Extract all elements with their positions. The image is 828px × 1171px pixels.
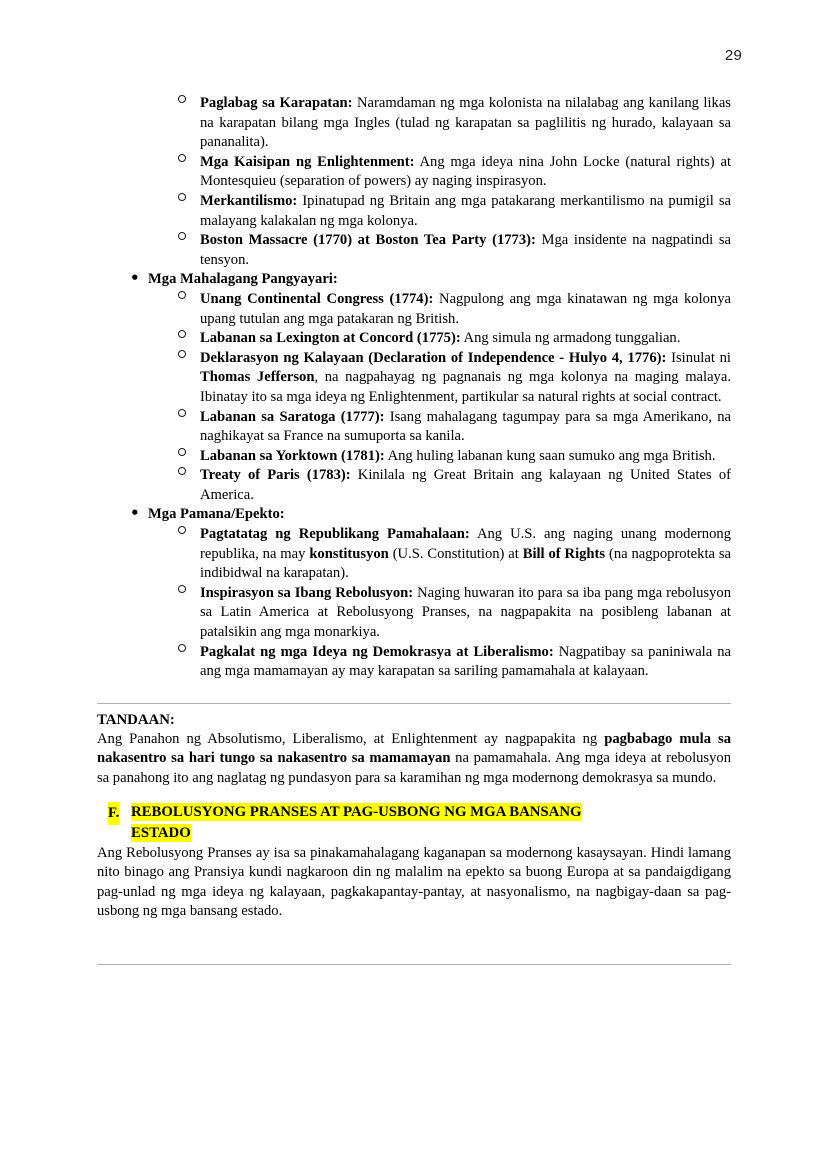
list-item-body: Ang simula ng armadong tunggalian. (460, 330, 681, 347)
section-f-paragraph: Ang Rebolusyong Pranses ay isa sa pinakamahalagang kaganapan sa modernong kasaysayan. Hindi lamang nito binago ang Pransiya kundi nagkaroon din ng malalim na epekto sa buong Europa at sa pandaigdigang pag-unlad ng mga ideya ng kalayaan, pagkakapantay-pantay, at nasyonalismo, na nagbigay-daan sa pag-usbong ng mga bansang estado. (97, 844, 731, 920)
section-letter: F. (108, 802, 119, 825)
list-item-title: Labanan sa Yorktown (1781): (200, 447, 385, 464)
circle-outline-icon (178, 232, 186, 240)
circle-outline-icon (178, 350, 186, 358)
list-item (97, 192, 731, 231)
list-item-body: Ang huling labanan kung saan sumuko ang mga British. (384, 447, 716, 464)
sublist-pangyayari (148, 290, 731, 506)
list-pangyayari (97, 270, 731, 505)
list-item (148, 349, 731, 408)
circle-outline-icon (178, 154, 186, 162)
list-item-body: Nagpatibay sa paniniwala na ang mga mamamayan ay may karapatan sa sariling pamamahala at kalayaan. (200, 643, 731, 680)
sublist-pamana (148, 525, 731, 682)
circle-outline-icon (178, 467, 186, 475)
list-item (148, 447, 731, 467)
list-item (148, 466, 731, 505)
list-item-title: Deklarasyon ng Kalayaan (Declaration of Independence - Hulyo 4, 1776): (200, 349, 667, 366)
list-item-title: Unang Continental Congress (1774): (200, 290, 434, 307)
list-item-bold-2: Bill of Rights (522, 545, 606, 562)
list-group-pamana (97, 505, 731, 681)
list-item-body: Mga insidente na nagpatindi sa tensyon. (200, 232, 732, 268)
list-pamana (97, 505, 731, 681)
list-item (148, 290, 731, 329)
horizontal-rule (97, 964, 731, 965)
tandaan-text-1: Ang Panahon ng Absolutismo, Liberalismo, at Enlightenment ay nagpapakita ng (97, 730, 605, 747)
list-item-bold-1: konstitusyon (309, 545, 389, 562)
list-item-body-1: Ang U.S. ang naging unang modernong republika, na may (200, 526, 731, 562)
page-number: 29 (724, 47, 742, 64)
list-group-pangyayari (97, 270, 731, 505)
list-item-body: Ipinatupad ng Britain ang mga patakarang merkantilismo na pumigil sa malayang kalakalan ng mga kolonya. (200, 192, 731, 229)
group-heading: Mga Pamana/Epekto: (148, 506, 285, 523)
list-item-title: Labanan sa Saratoga (1777): (200, 408, 385, 425)
circle-outline-icon (178, 526, 186, 534)
list-item (148, 408, 731, 447)
section-title-line-2: ESTADO (131, 824, 191, 841)
list-item-body-2: (U.S. Constitution) at (388, 545, 523, 562)
page-content (97, 94, 731, 965)
circle-outline-icon (178, 448, 186, 456)
circle-outline-icon (178, 95, 186, 103)
list-item (148, 584, 731, 643)
list-item-body-3: (na nagpoprotekta sa indibidwal na karapatan). (200, 545, 732, 582)
circle-outline-icon (178, 193, 186, 201)
list-item-body: Ang mga ideya nina John Locke (natural rights) at Montesquieu (separation of powers) ay naging inspirasyon. (200, 153, 731, 190)
horizontal-rule (97, 703, 731, 704)
list-continuation-causes (97, 94, 731, 270)
list-item-title: Pagtatatag ng Republikang Pamahalaan: (200, 526, 470, 543)
circle-outline-icon (178, 585, 186, 593)
divider-top (97, 703, 731, 704)
circle-outline-icon (178, 409, 186, 417)
list-item-title: Pagkalat ng mga Ideya ng Demokrasya at Liberalismo: (200, 643, 554, 660)
list-item (97, 153, 731, 192)
list-item-title: Boston Massacre (1770) at Boston Tea Party (1773): (200, 232, 536, 249)
spacer (97, 922, 731, 943)
list-item-body: Naging huwaran ito para sa iba pang mga rebolusyon sa Latin America at Rebolusyong Pranses, na nagpapakita na posibleng labanan at patalsikin ang mga monarkiya. (200, 584, 731, 641)
list-item-title: Inspirasyon sa Ibang Rebolusyon: (200, 584, 414, 601)
list-item-title: Labanan sa Lexington at Concord (1775): (200, 330, 461, 347)
list-item-title: Mga Kaisipan ng Enlightenment: (200, 153, 415, 170)
list-item (148, 525, 731, 584)
list-item (148, 329, 731, 349)
bullet-filled-icon: • (130, 269, 140, 288)
divider-bottom (97, 964, 731, 965)
spacer (97, 943, 731, 964)
section-title-line-1: REBOLUSYONG PRANSES AT PAG-USBONG NG MGA BANSANG (131, 803, 582, 820)
list-item (97, 94, 731, 153)
list-item-body-1: Isinulat ni (666, 349, 731, 366)
list-item-body: Naramdaman ng mga kolonista na nilalabag ang kanilang likas na karapatan bilang mga Ingles (tulad ng karapatan sa paglilitis ng hurado, kalayaan sa pananalita). (200, 95, 731, 151)
group-heading: Mga Mahalagang Pangyayari: (148, 271, 338, 288)
spacer (97, 682, 731, 703)
section-f-heading (97, 802, 731, 844)
list-item-title: Treaty of Paris (1783): (200, 467, 351, 484)
list-item-title: Paglabag sa Karapatan: (200, 95, 353, 111)
list-item-body: Nagpulong ang mga kinatawan ng mga kolonya upang tutulan ang mga patakaran ng British. (200, 290, 731, 327)
tandaan-paragraph (97, 730, 731, 789)
list-item (97, 231, 731, 270)
circle-outline-icon (178, 330, 186, 338)
list-item-body: Kinilala ng Great Britain ang kalayaan ng United States of America. (200, 467, 731, 503)
tandaan-bold-1: pagbabago mula sa nakasentro sa hari tungo sa nakasentro sa mamamayan (97, 730, 732, 767)
list-item (148, 643, 731, 682)
list-item-bold-inline: Thomas Jefferson (200, 369, 315, 386)
bullet-filled-icon: • (130, 504, 140, 523)
spacer (97, 789, 731, 802)
list-item-body: Isang mahalagang tagumpay para sa mga Amerikano, na naghikayat sa France na sumuporta sa kanila. (200, 408, 731, 445)
list-item-title: Merkantilismo: (200, 192, 298, 209)
circle-outline-icon (178, 291, 186, 299)
circle-outline-icon (178, 644, 186, 652)
tandaan-heading: TANDAAN: (97, 711, 175, 728)
tandaan-text-2: na pamamahala. Ang mga ideya at rebolusyon sa panahong ito ang naglatag ng pundasyon para sa karamihan ng mga modernong demokrasya sa mundo. (97, 750, 731, 786)
list-item-body-2: , na nagpahayag ng pagnanais ng mga kolonya na maging malaya. Ibinatay ito sa mga ideya ng Enlightenment, partikular sa natural rights at social contract. (200, 369, 731, 405)
